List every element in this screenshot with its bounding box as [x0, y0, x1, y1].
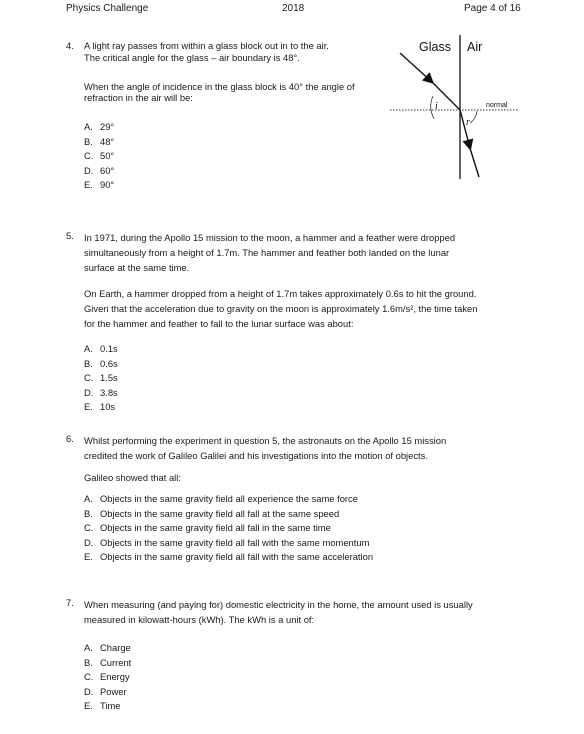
option-letter: E.	[84, 700, 93, 711]
option-text: 0.1s	[100, 343, 118, 354]
question-body	[84, 230, 477, 416]
option-text: 60°	[100, 164, 115, 176]
option-letter: E.	[84, 179, 93, 190]
option-letter: C.	[84, 372, 94, 383]
refraction-angle-arc	[470, 111, 477, 123]
option-letter: C.	[84, 671, 94, 682]
answer-option[interactable]	[84, 358, 477, 373]
answer-option[interactable]	[84, 522, 446, 537]
text-line: When the angle of incidence in the glass block is 40° the angle of	[84, 80, 355, 92]
question-number: 7.	[66, 597, 74, 608]
option-letter: E.	[84, 401, 93, 412]
answer-option[interactable]	[84, 493, 446, 508]
option-letter: D.	[84, 386, 94, 398]
incidence-angle-label: i	[435, 101, 438, 112]
answer-option[interactable]	[84, 136, 355, 151]
text-line: surface at the same time.	[84, 262, 190, 273]
option-letter: B.	[84, 357, 93, 369]
option-text: Objects in the same gravity field all fall in the same time	[100, 522, 331, 533]
question-number: 4.	[66, 40, 74, 51]
refraction-diagram	[390, 33, 520, 183]
refraction-angle-label: r	[466, 117, 470, 128]
question-text	[84, 81, 355, 105]
option-text: 90°	[100, 179, 115, 190]
text-line: credited the work of Galileo Galilei and his investigations into the motion of objects.	[84, 450, 428, 461]
option-text: Energy	[100, 671, 130, 682]
option-text: 1.5s	[100, 372, 118, 383]
glass-label: Glass	[419, 40, 451, 54]
question-body	[84, 433, 446, 566]
answer-option[interactable]	[84, 657, 473, 672]
option-letter: B.	[84, 656, 93, 668]
answer-option[interactable]	[84, 508, 446, 523]
answer-options	[84, 343, 477, 416]
option-text: Objects in the same gravity field all fall with the same acceleration	[100, 551, 374, 562]
answer-option[interactable]	[84, 121, 355, 136]
question-number: 6.	[66, 433, 74, 444]
incidence-angle-arc	[431, 96, 434, 119]
text-line: In 1971, during the Apollo 15 mission to the moon, a hammer and a feather were dropped	[84, 232, 456, 243]
text-line: The critical angle for the glass – air boundary is 48°.	[84, 51, 300, 63]
answer-options	[84, 642, 473, 715]
option-text: Objects in the same gravity field all fall with the same momentum	[100, 536, 370, 548]
text-line: refraction in the air will be:	[84, 92, 193, 104]
header-page-number: Page 4 of 16	[464, 3, 521, 14]
option-letter: B.	[84, 507, 93, 519]
text-line: Galileo showed that all:	[84, 472, 181, 483]
answer-option[interactable]	[84, 537, 446, 552]
option-text: Objects in the same gravity field all fall at the same speed	[100, 507, 340, 519]
text-line: A light ray passes from within a glass block out in to the air.	[84, 40, 329, 51]
text-line: When measuring (and paying for) domestic electricity in the home, the amount used is usually	[84, 599, 473, 610]
question-text	[84, 433, 446, 463]
answer-option[interactable]	[84, 387, 477, 402]
answer-option[interactable]	[84, 372, 477, 387]
question-number: 5.	[66, 230, 74, 241]
answer-option[interactable]	[84, 343, 477, 358]
question-body	[84, 40, 355, 194]
answer-option[interactable]	[84, 700, 473, 715]
answer-option[interactable]	[84, 401, 477, 416]
question-body	[84, 597, 473, 715]
option-text: 48°	[100, 135, 115, 147]
text-line: measured in kilowatt-hours (kWh). The kWh is a unit of:	[84, 614, 315, 625]
incident-ray	[400, 53, 432, 82]
answer-option[interactable]	[84, 150, 355, 165]
answer-option[interactable]	[84, 551, 446, 566]
text-line: simultaneously from a height of 1.7m. The hammer and feather both landed on the lunar	[84, 247, 450, 258]
answer-option[interactable]	[84, 671, 473, 686]
question-text	[84, 230, 477, 275]
option-letter: D.	[84, 685, 94, 697]
answer-options	[84, 493, 446, 566]
option-text: 50°	[100, 150, 115, 161]
air-label: Air	[467, 40, 483, 54]
answer-option[interactable]	[84, 165, 355, 180]
question-text	[84, 286, 477, 331]
answer-options	[84, 121, 355, 194]
option-text: 0.6s	[100, 357, 118, 369]
refracted-ray	[460, 110, 470, 148]
option-letter: A.	[84, 121, 93, 132]
text-line: Given that the acceleration due to gravity on the moon is approximately 1.6m/s², the time taken	[84, 303, 478, 314]
option-text: 29°	[100, 121, 115, 132]
option-text: Current	[100, 656, 132, 668]
question-text	[84, 597, 473, 627]
option-letter: C.	[84, 522, 94, 533]
option-text: Charge	[100, 642, 131, 653]
text-line: On Earth, a hammer dropped from a height of 1.7m takes approximately 0.6s to hit the ground.	[84, 288, 477, 299]
option-letter: D.	[84, 536, 94, 548]
option-text: Time	[100, 700, 121, 711]
option-letter: D.	[84, 164, 94, 176]
page-header	[0, 3, 584, 17]
option-text: 10s	[100, 401, 116, 412]
option-letter: E.	[84, 551, 93, 562]
answer-option[interactable]	[84, 642, 473, 657]
option-letter: A.	[84, 642, 93, 653]
text-line: for the hammer and feather to fall to the lunar surface was about:	[84, 318, 354, 329]
option-text: Power	[100, 685, 127, 697]
option-text: 3.8s	[100, 386, 118, 398]
refracted-ray-continuation	[469, 145, 479, 177]
text-line: Whilst performing the experiment in question 5, the astronauts on the Apollo 15 mission	[84, 435, 447, 446]
option-letter: A.	[84, 493, 93, 504]
answer-option[interactable]	[84, 179, 355, 194]
header-year: 2018	[282, 3, 305, 14]
header-title: Physics Challenge	[66, 3, 149, 14]
option-letter: C.	[84, 150, 94, 161]
answer-option[interactable]	[84, 686, 473, 701]
option-letter: A.	[84, 343, 93, 354]
question-text	[84, 470, 446, 485]
option-text: Objects in the same gravity field all experience the same force	[100, 493, 358, 504]
question-text	[84, 40, 355, 64]
option-letter: B.	[84, 135, 93, 147]
normal-label: normal	[486, 102, 508, 109]
